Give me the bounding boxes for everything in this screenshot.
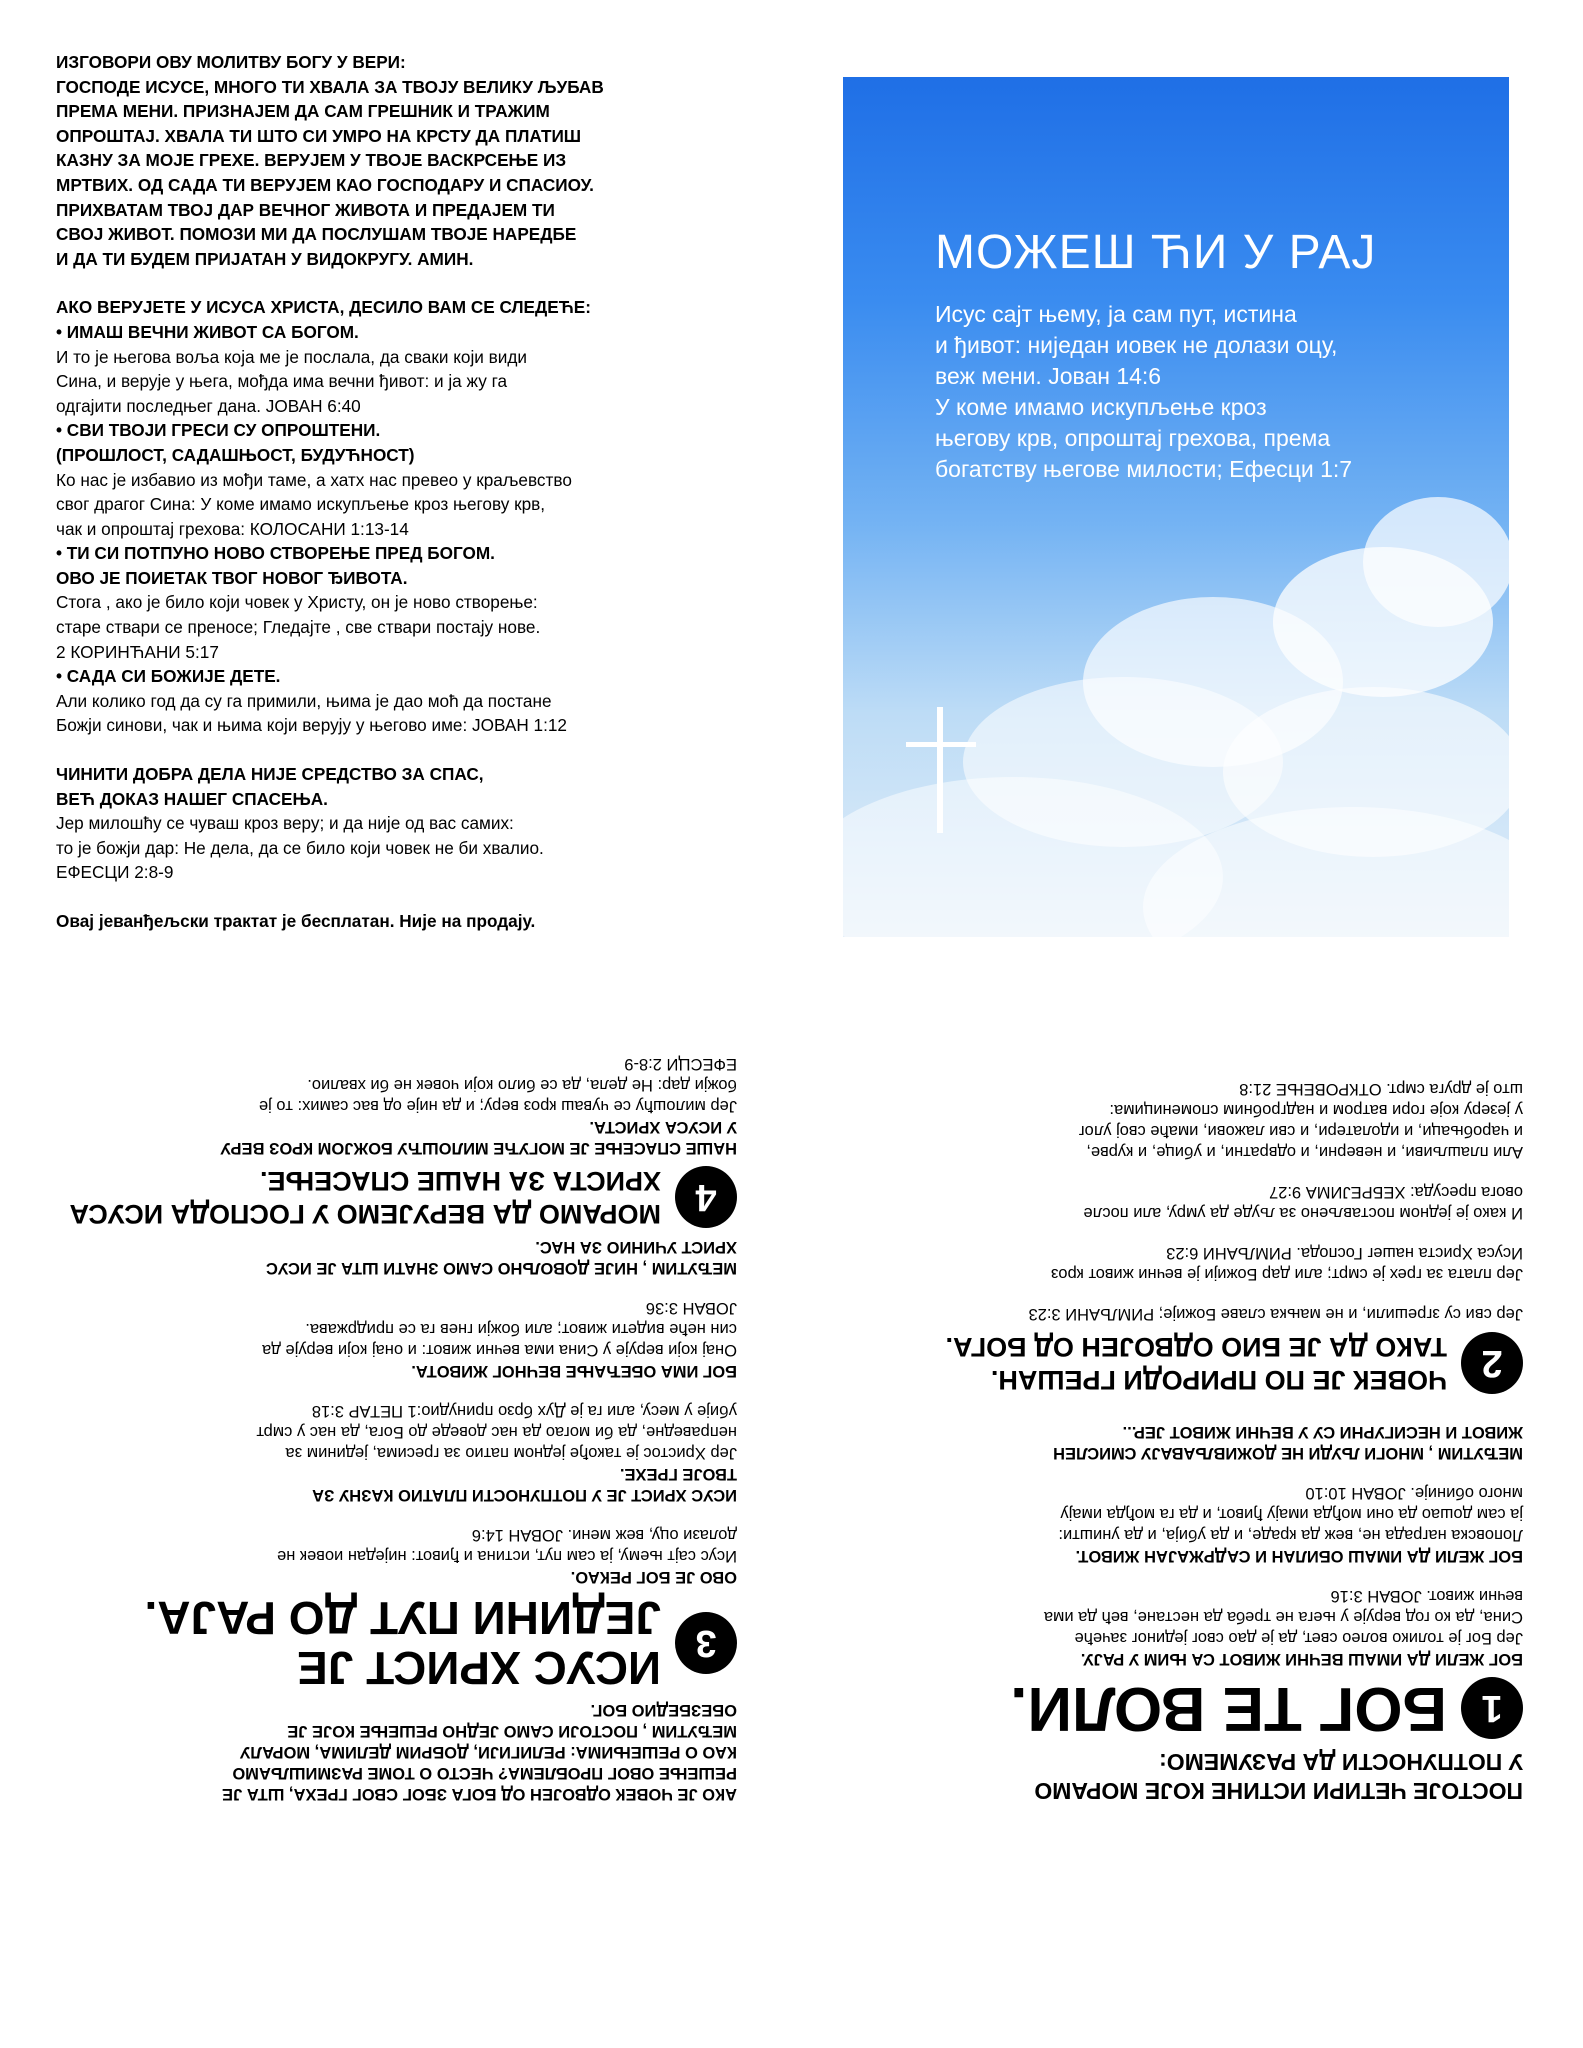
works-heading: ЧИНИТИ ДОБРА ДЕЛА НИЈЕ СРЕДСТВО ЗА СПАС, bbox=[56, 764, 484, 785]
intro-line: РЕШЕЊЕ ОВОГ ПРОБЛЕМА? ЧЕСТО О ТОМЕ РАЗМИШЉАМО bbox=[232, 1764, 737, 1782]
truth-4-heading bbox=[57, 1164, 737, 1230]
cloud-shape bbox=[1363, 497, 1509, 627]
verse-line: божји дар: Не дела, да се било који човек не би хвалио. bbox=[307, 1076, 737, 1094]
verse-line: много обиније. ЈОВАН 10:10 bbox=[1305, 1484, 1523, 1502]
result-subheading: (ПРОШЛОСТ, САДАШЊОСТ, БУДУЋНОСТ) bbox=[56, 444, 415, 465]
verse-line: Стога , ако је било који човек у Христу, он је ново створење: bbox=[56, 592, 538, 613]
truth-title-line: ХРИСТА ЗА НАШЕ СПАСЕЊЕ. bbox=[259, 1166, 661, 1196]
truth-title: БОГ ТЕ ВОЛИ. bbox=[1010, 1674, 1447, 1743]
sub-heading: ОВО ЈЕ БОГ РЕКАО. bbox=[570, 1568, 737, 1586]
intro-line: ОБЕЗБЕДИО БОГ. bbox=[590, 1701, 737, 1719]
number-badge: 4 bbox=[675, 1166, 737, 1228]
footer-note: Овај јеванђељски трактат је бесплатан. Није на продају. bbox=[56, 911, 536, 931]
truth-2-heading bbox=[883, 1330, 1523, 1396]
truth-title-line: МОРАМО ДА ВЕРУЈЕМО У ГОСПОДА ИСУСА bbox=[69, 1199, 661, 1229]
intro-line: КАО О РЕШЕЊИМА: РЕЛИГИЈИ, ДОБРИМ ДЕЛИМА, МОРАЛУ bbox=[240, 1743, 737, 1761]
result-heading: • ТИ СИ ПОТПУНО НОВО СТВОРЕЊЕ ПРЕД БОГОМ. bbox=[56, 543, 495, 564]
truth-3-heading bbox=[57, 1593, 737, 1693]
verse-line: И то је његова воља која ме је послала, да сваки који види bbox=[56, 346, 528, 367]
results-intro: АКО ВЕРУЈЕТЕ У ИСУСА ХРИСТА, ДЕСИЛО ВАМ СЕ СЛЕДЕЋЕ: bbox=[56, 297, 591, 318]
verse-line: Јер плата за грех је смрт; али дар Божији је вечни живот кроз bbox=[1050, 1265, 1523, 1283]
verse-line: долази оцу, веж мени. ЈОВАН 14:6 bbox=[471, 1526, 737, 1544]
verse-line: Божји синови, чак и њима који верују у његово име: ЈОВАН 1:12 bbox=[56, 715, 567, 736]
cover-panel bbox=[843, 77, 1509, 937]
cross-icon bbox=[906, 742, 976, 747]
verse-line: Јер милошћу се чуваш кроз веру; и да није од вас самих: bbox=[56, 813, 514, 834]
sub-heading: МЕЂУТИМ , НИЈЕ ДОВОЉНО САМО ЗНАТИ ШТА ЈЕ ИСУС bbox=[266, 1259, 737, 1277]
truth-title-line: ТАКО ДА ЈЕ БИО ОДВОЈЕН ОД БОГА. bbox=[945, 1332, 1447, 1362]
intro-line: ПОСТОЈЕ ЧЕТИРИ ИСТИНЕ КОЈЕ МОРАМО bbox=[1034, 1778, 1523, 1804]
verse-line: Јер Бог је толико волео свет, да је дао свог јединог зачеће bbox=[1074, 1629, 1523, 1647]
verse-line: Ко нас је избавио из мођи таме, а хатх нас превео у краљевство bbox=[56, 469, 572, 490]
cover-verse bbox=[935, 299, 1455, 485]
verse-line: Онај који верује у Сина има вечни живот: и онај који верује да bbox=[262, 1341, 737, 1359]
verse-line: и чаробњаци, и идолатери, и сви лажови, имаће свој улог bbox=[1078, 1122, 1523, 1140]
verse-line: вечни живот. ЈОВАН 3:16 bbox=[1330, 1587, 1523, 1605]
verse-line: син неће видети живот; али божји гнев га се придржава. bbox=[305, 1320, 737, 1338]
verse-line: И како је једном постављено за људе да умру, али после bbox=[1083, 1204, 1523, 1222]
verse-line: што је друга смрт. ОТКРОВЕЊЕ 21:8 bbox=[1239, 1080, 1523, 1098]
intro-line: У ПОТПУНОСТИ ДА РАЗУМЕМО: bbox=[1159, 1749, 1523, 1775]
cross-icon bbox=[937, 707, 943, 833]
truths-1-2-panel bbox=[883, 1078, 1523, 1805]
cover-verse-line: У коме имамо искупљење кроз bbox=[935, 394, 1267, 420]
result-heading: • СВИ ТВОЈИ ГРЕСИ СУ ОПРОШТЕНИ. bbox=[56, 420, 381, 441]
sub-heading: ХРИСТ УЧИНИО ЗА НАС. bbox=[535, 1238, 737, 1256]
prayer-line: ПРЕМА МЕНИ. ПРИЗНАЈЕМ ДА САМ ГРЕШНИК И ТРАЖИМ bbox=[56, 101, 550, 122]
verse-line: Али колико год да су га примили, њима је дао моћ да постане bbox=[56, 690, 552, 711]
prayer-line: ГОСПОДЕ ИСУСЕ, МНОГО ТИ ХВАЛА ЗА ТВОЈУ ВЕЛИКУ ЉУБАВ bbox=[56, 76, 604, 97]
cover-verse-line: његову крв, опроштај грехова, према bbox=[935, 425, 1331, 451]
verse-line: Лоповска награда не, веж да краде, и да убија, и да уништи: bbox=[1058, 1526, 1523, 1544]
cover-verse-line: богатству његове милости; Ефесци 1:7 bbox=[935, 456, 1353, 482]
prayer-line: МРТВИХ. ОД САДА ТИ ВЕРУЈЕМ КАО ГОСПОДАРУ И СПАСИОУ. bbox=[56, 174, 594, 195]
verse-line: чак и опроштај грехова: КОЛОСАНИ 1:13-14 bbox=[56, 518, 409, 539]
verse-line: Исус сајт њему, ја сам пут, истина и ђивот: ниједан иовек не bbox=[277, 1547, 737, 1565]
verse-line: то је божји дар: Не дела, да се било који човек не би хвалио. bbox=[56, 837, 544, 858]
verse-line: одгајити последњег дана. ЈОВАН 6:40 bbox=[56, 395, 361, 416]
verse-line: Исуса Христа нашег Господа. РИМЉАНИ 6:23 bbox=[1166, 1244, 1523, 1262]
prayer-line: И ДА ТИ БУДЕМ ПРИЈАТАН У ВИДОКРУГУ. АМИН. bbox=[56, 248, 474, 269]
verse-line: Али плашљиви, и неверни, и одвратни, и убице, и курве, bbox=[1086, 1143, 1523, 1161]
sub-heading: ИСУС ХРИСТ ЈЕ У ПОТПУНОСТИ ПЛАТИО КАЗНУ ЗА bbox=[312, 1486, 737, 1504]
prayer-line: СВОЈ ЖИВОТ. ПОМОЗИ МИ ДА ПОСЛУШАМ ТВОЈЕ НАРЕДБЕ bbox=[56, 224, 577, 245]
verse-line: Јер милошћу се чуваш кроз веру; и да није од вас самих: то је bbox=[258, 1097, 737, 1115]
number-badge: 3 bbox=[675, 1612, 737, 1674]
sub-heading: БОГ ИМА ОБЕЋАЊЕ ВЕЧНОГ ЖИВОТА. bbox=[411, 1362, 737, 1380]
verse-line: Јер Христос је такође једном патио за гресима, јединим за bbox=[285, 1444, 737, 1462]
cover-verse-line: Исус сајт њему, ја сам пут, истина bbox=[935, 301, 1297, 327]
sub-heading: ТВОЈЕ ГРЕХЕ. bbox=[619, 1465, 737, 1483]
verse-line: Сина, да ко год верује у њега не треба да нестане, већ да има bbox=[1043, 1608, 1523, 1626]
sub-heading: НАШЕ СПАСЕЊЕ ЈЕ МОГУЋЕ МИЛОШЋУ БОЖЈОМ КРОЗ ВЕРУ bbox=[220, 1139, 737, 1157]
prayer-text bbox=[56, 75, 776, 272]
prayer-line: ОПРОШТАЈ. ХВАЛА ТИ ШТО СИ УМРО НА КРСТУ ДА ПЛАТИШ bbox=[56, 125, 582, 146]
verse-line: овога пресуда: ХЕБРЕЈИМА 9:27 bbox=[1269, 1183, 1523, 1201]
prayer-intro: ИЗГОВОРИ ОВУ МОЛИТВУ БОГУ У ВЕРИ: bbox=[56, 52, 406, 72]
intro-line: МЕЂУТИМ , ПОСТОЈИ САМО ЈЕДНО РЕШЕЊЕ КОЈЕ ЈЕ bbox=[287, 1722, 737, 1740]
prayer-panel bbox=[56, 50, 776, 934]
truth-title-line: ЈЕДИНИ ПУТ ДО РАЈА. bbox=[144, 1592, 661, 1644]
sub-heading: БОГ ЖЕЛИ ДА ИМАШ ВЕЧНИ ЖИВОТ СА ЊИМ У РАЈУ. bbox=[1080, 1650, 1523, 1668]
verse-line: убије у месу, али га је Дух брзо принудио:1 ПЕТАР 3:18 bbox=[311, 1402, 737, 1420]
sub-heading: ЖИВОТ И НЕСИГУРНИ СУ У ВЕЧНИ ЖИВОТ ЈЕР... bbox=[1122, 1423, 1523, 1441]
number-badge: 1 bbox=[1461, 1677, 1523, 1739]
result-heading: • ИМАШ ВЕЧНИ ЖИВОТ СА БОГОМ. bbox=[56, 321, 359, 342]
truth-1-heading bbox=[883, 1675, 1523, 1741]
prayer-line: ПРИХВАТАМ ТВОЈ ДАР ВЕЧНОГ ЖИВОТА И ПРЕДАЈЕМ ТИ bbox=[56, 199, 555, 220]
verse-line: неправедне, да би могао да нас доведе до Бога, да нас у смрт bbox=[256, 1423, 737, 1441]
verse-line: ЈОВАН 3:36 bbox=[645, 1299, 737, 1317]
sub-heading: У ИСУСА ХРИСТА. bbox=[589, 1118, 737, 1136]
cover-verse-line: и ђивот: ниједан иовек не долази оцу, bbox=[935, 332, 1338, 358]
cover-verse-line: веж мени. Јован 14:6 bbox=[935, 363, 1162, 389]
works-heading: ВЕЋ ДОКАЗ НАШЕГ СПАСЕЊА. bbox=[56, 788, 328, 809]
verse-line: 2 КОРИНЋАНИ 5:17 bbox=[56, 641, 219, 662]
cover-title: МОЖЕШ ЋИ У РАЈ bbox=[935, 226, 1377, 279]
prayer-line: КАЗНУ ЗА МОЈЕ ГРЕХЕ. ВЕРУЈЕМ У ТВОЈЕ ВАСКРСЕЊЕ ИЗ bbox=[56, 150, 567, 171]
verse-line: старе ствари се преносе; Гледајте , све ствари постају нове. bbox=[56, 617, 541, 638]
truth-title-line: ЧОВЕК ЈЕ ПО ПРИРОДИ ГРЕШАН. bbox=[990, 1365, 1447, 1395]
verse-line: свог драгог Сина: У коме имамо искупљење кроз његову крв, bbox=[56, 494, 546, 515]
verse-line: ја сам дошао да они мођда имају ђивот, и да га мођда имају bbox=[1060, 1505, 1523, 1523]
verse-line: ЕФЕСЦИ 2:8-9 bbox=[56, 862, 174, 883]
verse-line: у језеру које гори ватром и надгробним споменицима: bbox=[1109, 1101, 1523, 1119]
intro-line: АКО ЈЕ ЧОВЕК ОДВОЈЕН ОД БОГА ЗБОГ СВОГ ГРЕХА, ШТА ЈЕ bbox=[222, 1785, 737, 1803]
verse-line: Сина, и верује у њега, мођда има вечни ђивот: и ја жу га bbox=[56, 371, 508, 392]
verse-line: ЕФЕСЦИ 2:8-9 bbox=[624, 1055, 737, 1073]
sub-heading: БОГ ЖЕЛИ ДА ИМАШ ОБИЛАН И САДРЖАЈАН ЖИВОТ. bbox=[1075, 1547, 1523, 1565]
truth-title-line: ИСУС ХРИСТ ЈЕ bbox=[297, 1642, 661, 1694]
sub-heading: МЕЂУТИМ , МНОГИ ЉУДИ НЕ ДОЖИВЉАВАЈУ СМИСЛЕН bbox=[1053, 1444, 1523, 1462]
verse-line: Јер сви су згрешили, и не мањка славе Божије; РИМЉАНИ 3:23 bbox=[1028, 1305, 1523, 1323]
number-badge: 2 bbox=[1461, 1332, 1523, 1394]
truths-3-4-panel bbox=[57, 1053, 737, 1804]
result-heading: • САДА СИ БОЖИЈЕ ДЕТЕ. bbox=[56, 666, 281, 687]
result-subheading: ОВО ЈЕ ПОИЕТАК ТВОГ НОВОГ ЂИВОТА. bbox=[56, 567, 408, 588]
